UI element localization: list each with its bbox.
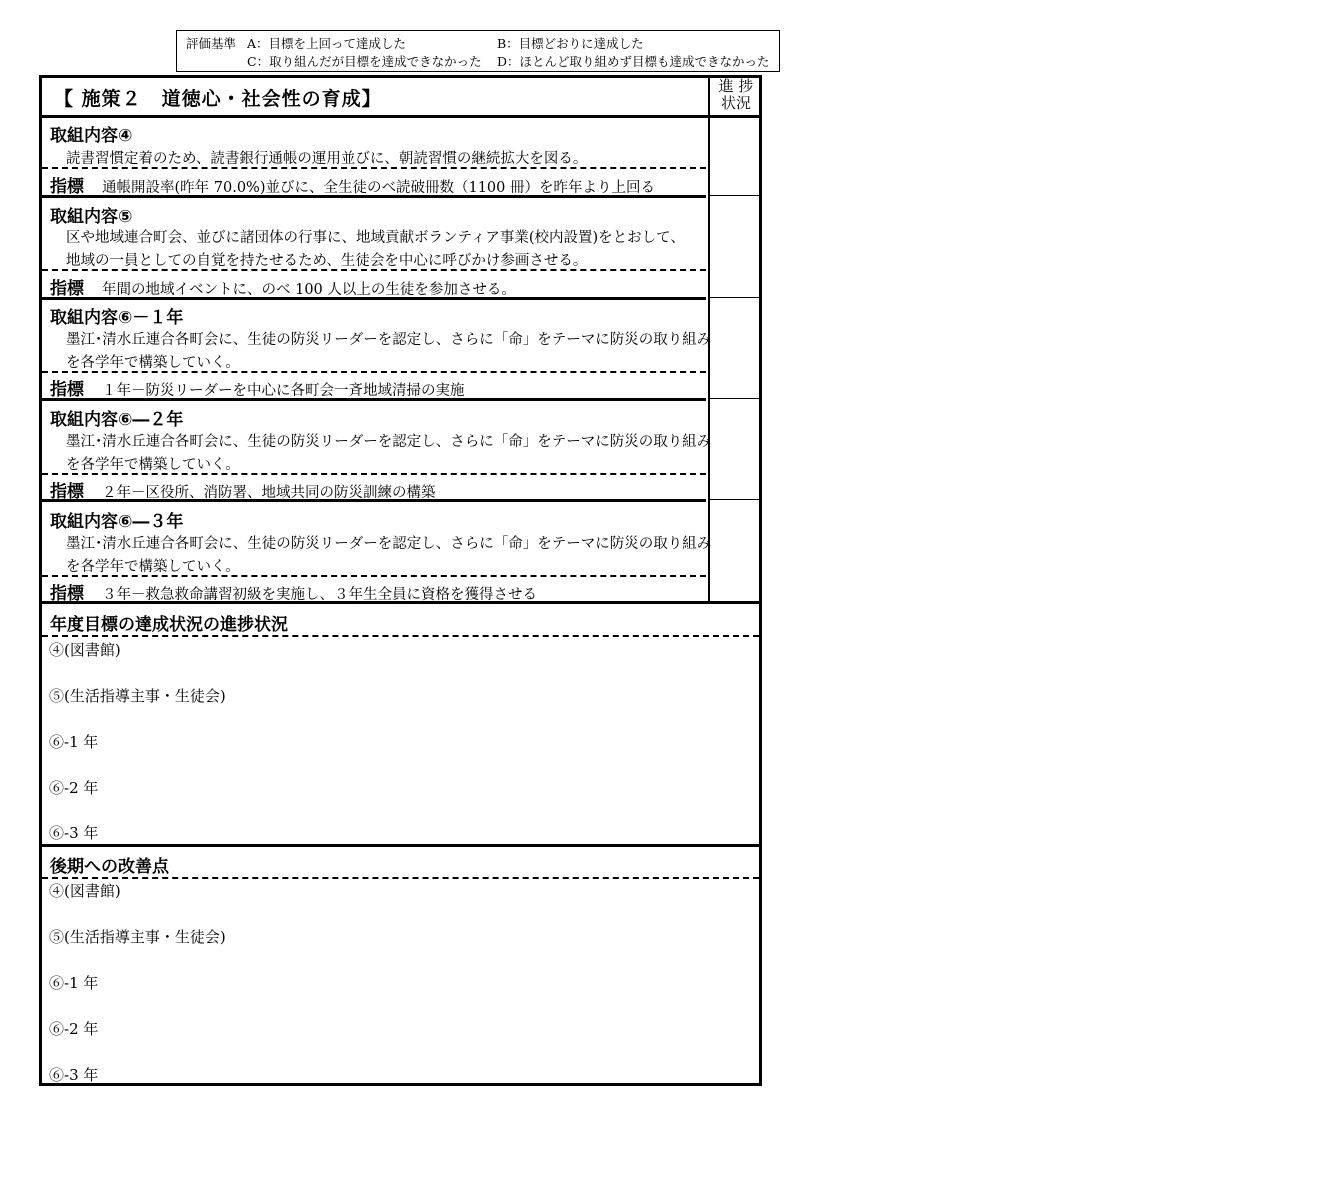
criteria-b: B：目標どおりに達成した: [497, 36, 644, 51]
progress-entry: ⑥-1 年: [49, 733, 99, 751]
progress-entry: ⑥-2 年: [49, 779, 99, 797]
indicator-text: 年間の地域イベントに、のべ 100 人以上の生徒を参加させる。: [102, 282, 516, 298]
item-description: 区や地域連合町会、並びに諸団体の行事に、地域貢献ボランティア事業(校内設置)をとおして、: [66, 230, 685, 246]
evaluation-criteria-box: [176, 30, 780, 72]
progress-column-header: [710, 78, 762, 112]
dashed-divider: [42, 167, 706, 169]
item-heading: 取組内容⑥―３年: [50, 512, 184, 532]
item-description: 地域の一員としての自覚を持たせるため、生徒会を中心に呼びかけ参画させる。: [66, 253, 588, 269]
item-description: を各学年で構築していく。: [66, 355, 240, 371]
indicator-text: 通帳開設率(昨年 70.0%)並びに、全生徒のべ読破冊数（1100 冊）を昨年より上回る: [102, 180, 655, 196]
item-description: 読書習慣定着のため、読書銀行通帳の運用並びに、朝読習慣の継続拡大を図る。: [66, 151, 588, 167]
item-description: 墨江･清水丘連合各町会に、生徒の防災リーダーを認定し、さらに「命」をテーマに防災の取り組み: [66, 536, 712, 552]
criteria-d: D：ほとんど取り組めず目標も達成できなかった: [497, 54, 770, 69]
item-heading: 取組内容⑤: [50, 207, 133, 227]
improvement-entry: ⑥-1 年: [49, 974, 99, 992]
improvement-entry: ⑥-2 年: [49, 1020, 99, 1038]
indicator-label: 指標: [50, 380, 84, 400]
indicator-label: 指標: [50, 177, 84, 197]
divider: [708, 499, 759, 500]
progress-header-line2: 状況: [720, 94, 751, 112]
divider: [42, 499, 706, 502]
item-description: を各学年で構築していく。: [66, 559, 240, 575]
dashed-divider: [42, 635, 759, 637]
dashed-divider: [42, 575, 706, 577]
item-heading: 取組内容④: [50, 126, 133, 146]
policy-title: 【 施策２ 道徳心・社会性の育成】: [54, 88, 382, 110]
improvement-entry: ⑥-3 年: [49, 1066, 99, 1084]
indicator-text: ２年－区役所、消防署、地域共同の防災訓練の構築: [102, 485, 436, 501]
policy-evaluation-sheet: [39, 75, 762, 1086]
divider: [708, 195, 759, 196]
indicator-label: 指標: [50, 482, 84, 502]
item-heading: 取組内容⑥―２年: [50, 410, 184, 430]
dashed-divider: [42, 473, 706, 475]
indicator-text: １年－防災リーダーを中心に各町会一斉地域清掃の実施: [102, 383, 465, 399]
divider: [708, 297, 759, 298]
criteria-c: C：取り組んだが目標を達成できなかった: [247, 54, 482, 69]
item-indicator: [50, 172, 655, 197]
divider: [708, 398, 759, 399]
item-indicator: [50, 375, 465, 400]
divider: [42, 297, 706, 300]
criteria-label: 評価基準: [186, 36, 237, 51]
improvement-entry: ④(図書館): [49, 882, 121, 900]
divider: [42, 844, 759, 847]
item-description: 墨江･清水丘連合各町会に、生徒の防災リーダーを認定し、さらに「命」をテーマに防災の取り組み: [66, 332, 712, 348]
divider: [42, 398, 706, 401]
section-heading-improvements: 後期への改善点: [50, 857, 169, 877]
item-description: 墨江･清水丘連合各町会に、生徒の防災リーダーを認定し、さらに「命」をテーマに防災の取り組み: [66, 434, 712, 450]
progress-entry: ⑤(生活指導主事・生徒会): [49, 687, 226, 705]
divider: [42, 115, 759, 118]
section-heading-progress: 年度目標の達成状況の進捗状況: [50, 615, 288, 635]
indicator-label: 指標: [50, 584, 84, 604]
improvement-entry: ⑤(生活指導主事・生徒会): [49, 928, 226, 946]
dashed-divider: [42, 371, 706, 373]
divider: [42, 601, 759, 604]
indicator-label: 指標: [50, 279, 84, 299]
divider: [42, 195, 706, 198]
item-heading: 取組内容⑥－１年: [50, 308, 184, 328]
item-description: を各学年で構築していく。: [66, 457, 240, 473]
item-indicator: [50, 274, 516, 299]
indicator-text: ３年－救急救命講習初級を実施し、３年生全員に資格を獲得させる: [102, 587, 537, 603]
progress-header-line1: 進 捗: [718, 77, 754, 95]
dashed-divider: [42, 269, 706, 271]
progress-entry: ⑥-3 年: [49, 824, 99, 842]
dashed-divider: [42, 877, 759, 879]
progress-entry: ④(図書館): [49, 641, 121, 659]
criteria-a: A：目標を上回って達成した: [247, 36, 407, 51]
